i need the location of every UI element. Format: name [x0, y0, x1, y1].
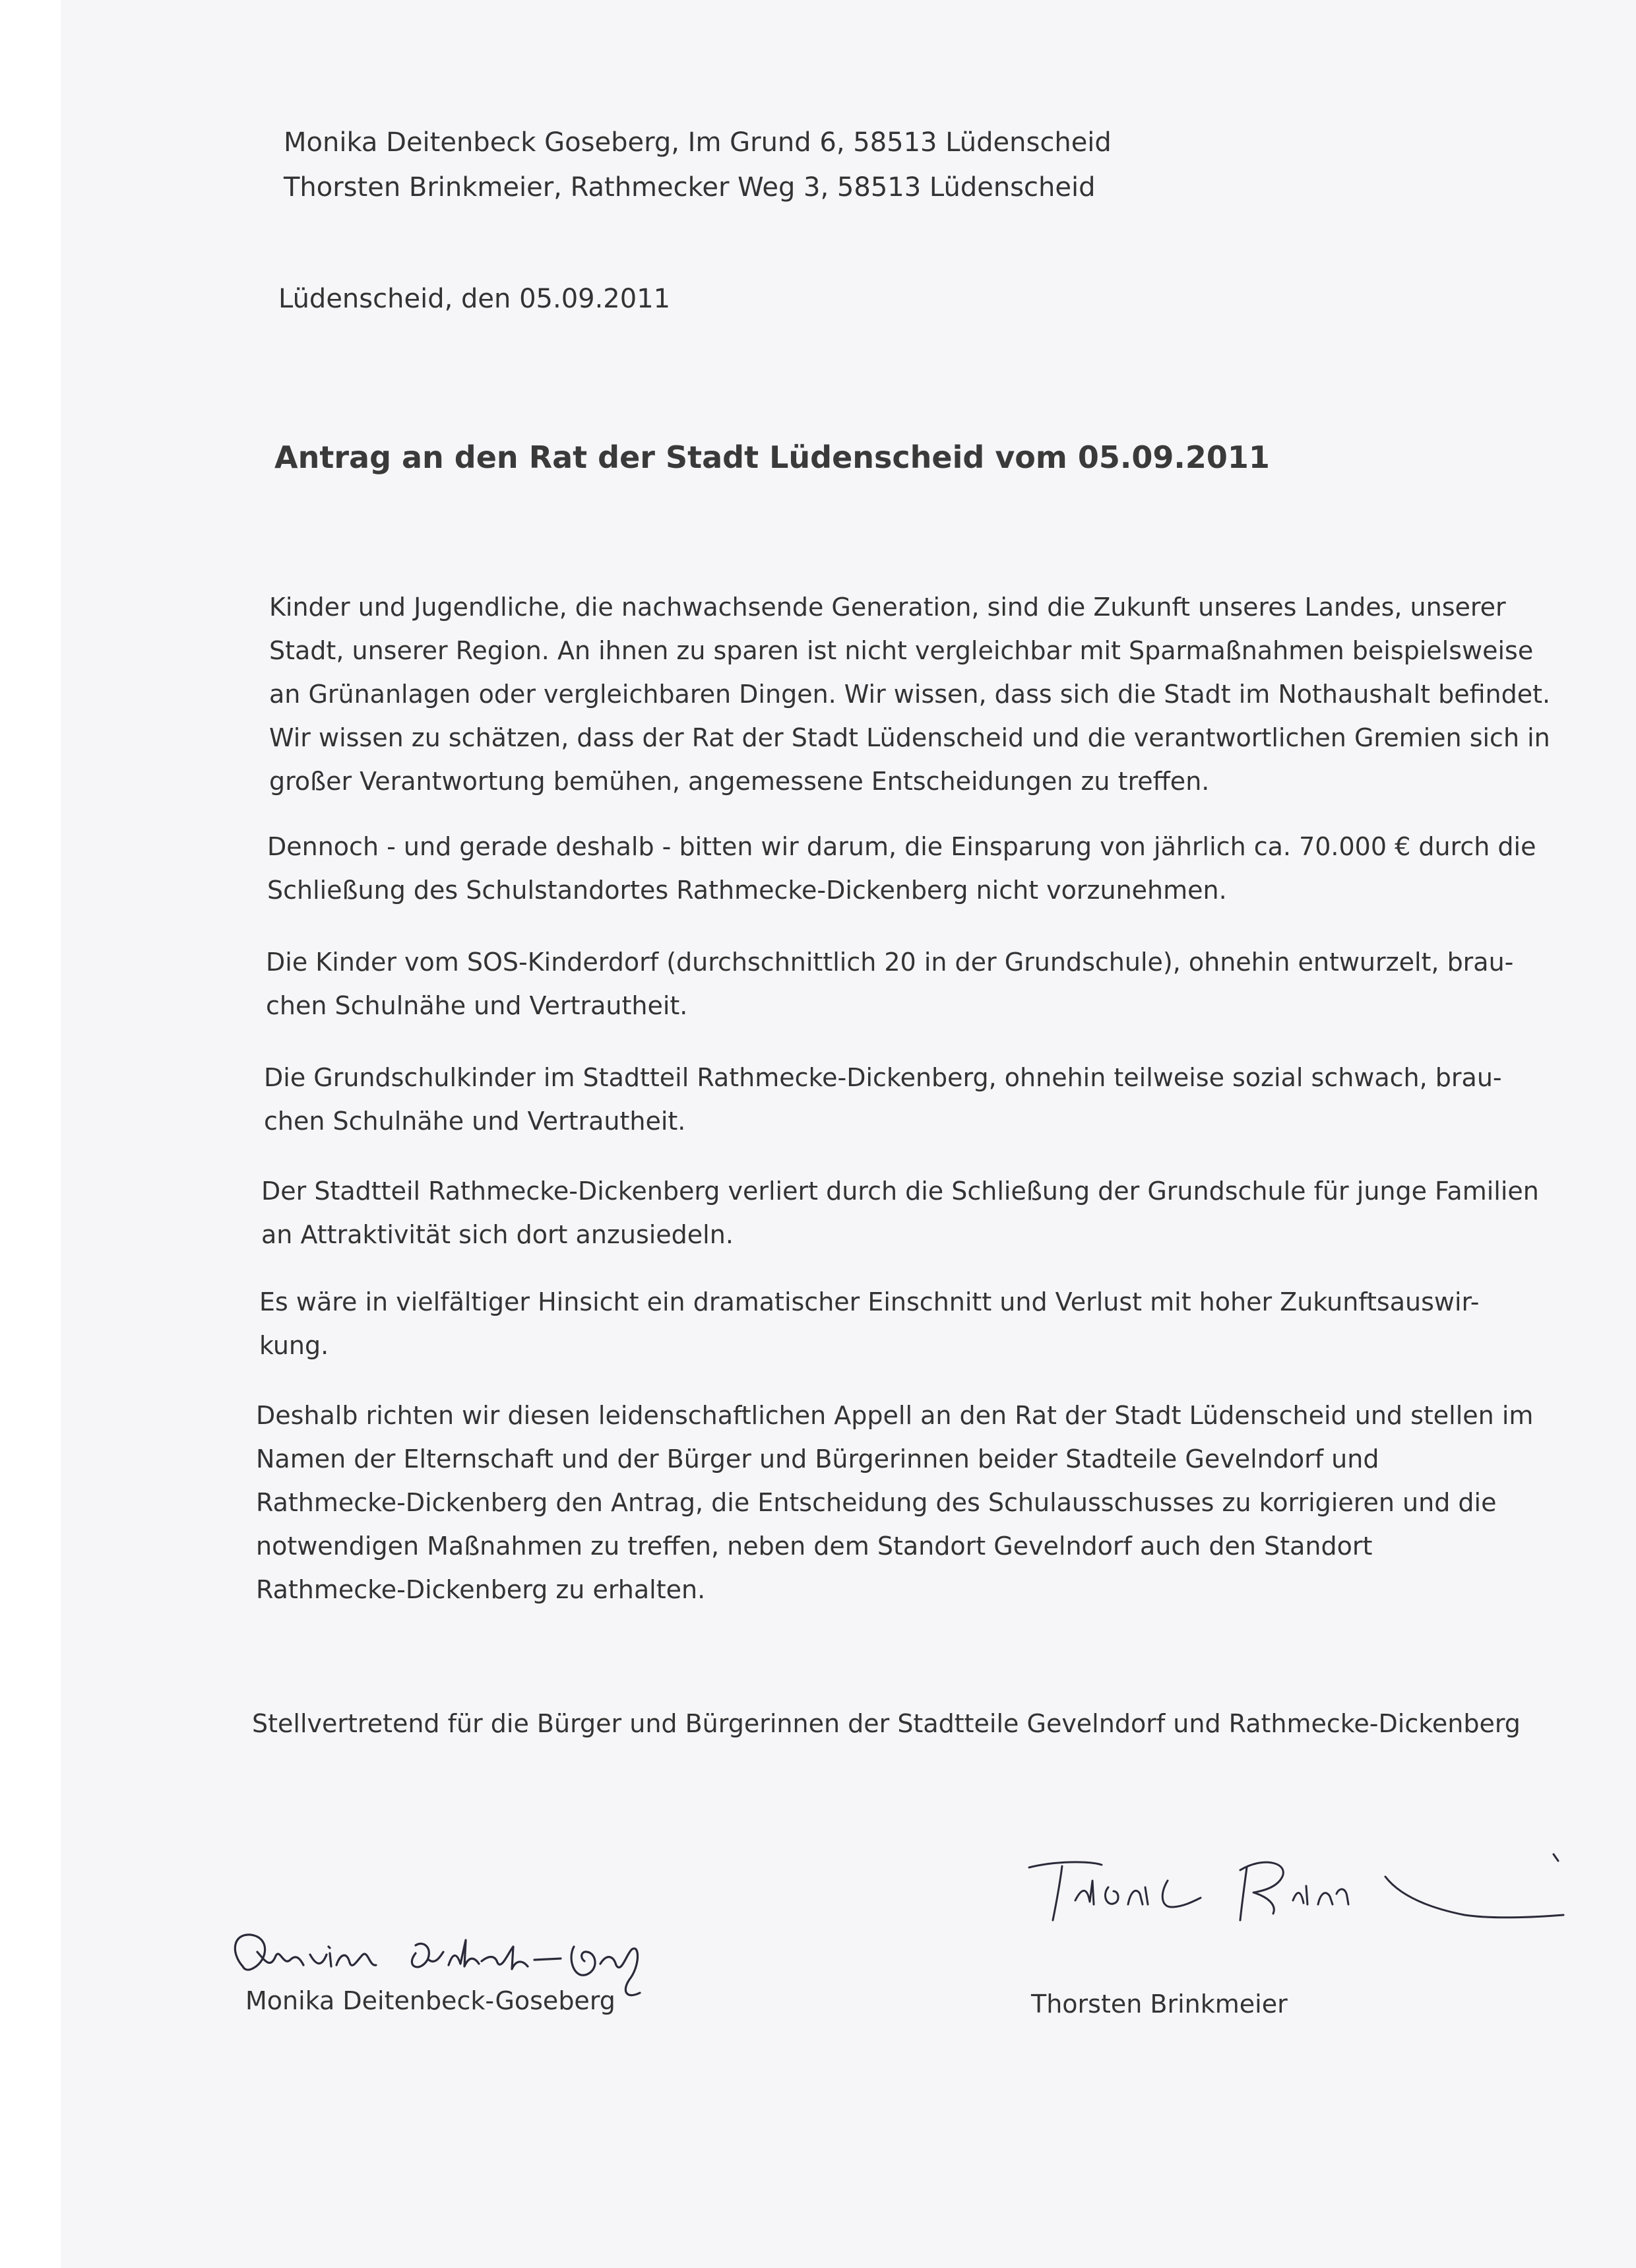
paragraph-5 [261, 1169, 1539, 1256]
paragraph-6 [259, 1280, 1526, 1367]
paragraph-line: Dennoch - und gerade deshalb - bitten wir darum, die Einsparung von jährlich ca. 70.000 € durch die [267, 832, 1536, 861]
paragraph-4 [264, 1056, 1530, 1143]
paragraph-line: Kinder und Jugendliche, die nachwachsende Generation, sind die Zukunft unseres Landes, unserer [269, 593, 1506, 622]
paragraph-line: an Grünanlagen oder vergleichbaren Dingen. Wir wissen, dass sich die Stadt im Nothaushalt befindet. [269, 680, 1551, 709]
sender-line-2: Thorsten Brinkmeier, Rathmecker Weg 3, 58513 Lüdenscheid [284, 172, 1096, 203]
closing-line: Stellvertretend für die Bürger und Bürgerinnen der Stadtteile Gevelndorf und Rathmecke-Dickenberg [252, 1709, 1521, 1738]
scan-margin [0, 0, 61, 2268]
paragraph-line: kung. [259, 1331, 329, 1360]
paragraph-line: Wir wissen zu schätzen, dass der Rat der Stadt Lüdenscheid und die verantwortlichen Gremien sich in [269, 723, 1550, 752]
date-line: Lüdenscheid, den 05.09.2011 [278, 284, 671, 314]
paragraph-line: Die Kinder vom SOS-Kinderdorf (durchschnittlich 20 in der Grundschule), ohnehin entwurzelt, brau- [266, 948, 1514, 977]
paragraph-line: chen Schulnähe und Vertrautheit. [266, 991, 688, 1020]
subject-heading: Antrag an den Rat der Stadt Lüdenscheid vom 05.09.2011 [274, 439, 1270, 475]
paragraph-line: Deshalb richten wir diesen leidenschaftlichen Appell an den Rat der Stadt Lüdenscheid und stellen im [256, 1401, 1534, 1430]
paragraph-line: Die Grundschulkinder im Stadtteil Rathmecke-Dickenberg, ohnehin teilweise sozial schwach, brau- [264, 1063, 1502, 1092]
paragraph-2 [267, 825, 1534, 912]
paragraph-line: notwendigen Maßnahmen zu treffen, neben dem Standort Gevelndorf auch den Standort [256, 1532, 1373, 1561]
signature-brinkmeier [1016, 1841, 1610, 1940]
paragraph-line: an Attraktivität sich dort anzusiedeln. [261, 1220, 734, 1249]
signatory-name-2: Thorsten Brinkmeier [1031, 1990, 1288, 2019]
paragraph-line: Stadt, unserer Region. An ihnen zu sparen ist nicht vergleichbar mit Sparmaßnahmen beispielsweise [269, 636, 1534, 665]
paragraph-line: chen Schulnähe und Vertrautheit. [264, 1107, 686, 1136]
paragraph-1 [269, 585, 1551, 803]
paragraph-line: Rathmecke-Dickenberg zu erhalten. [256, 1575, 706, 1604]
paragraph-line: Schließung des Schulstandortes Rathmecke-Dickenberg nicht vorzunehmen. [267, 876, 1227, 905]
paragraph-3 [266, 940, 1532, 1027]
paragraph-line: Namen der Elternschaft und der Bürger und Bürgerinnen beider Stadteile Gevelndorf und [256, 1444, 1379, 1474]
paragraph-line: Rathmecke-Dickenberg den Antrag, die Entscheidung des Schulausschusses zu korrigieren und die [256, 1488, 1497, 1517]
signatory-name-1: Monika Deitenbeck-Goseberg [245, 1986, 615, 2015]
paragraph-line: Es wäre in vielfältiger Hinsicht ein dramatischer Einschnitt und Verlust mit hoher Zukunftsauswir- [259, 1287, 1480, 1316]
paragraph-line: großer Verantwortung bemühen, angemessene Entscheidungen zu treffen. [269, 767, 1210, 796]
paragraph-line: Der Stadtteil Rathmecke-Dickenberg verliert durch die Schließung der Grundschule für junge Familien [261, 1177, 1539, 1206]
paragraph-7 [256, 1394, 1534, 1611]
sender-line-1: Monika Deitenbeck Goseberg, Im Grund 6, 58513 Lüdenscheid [284, 127, 1112, 158]
